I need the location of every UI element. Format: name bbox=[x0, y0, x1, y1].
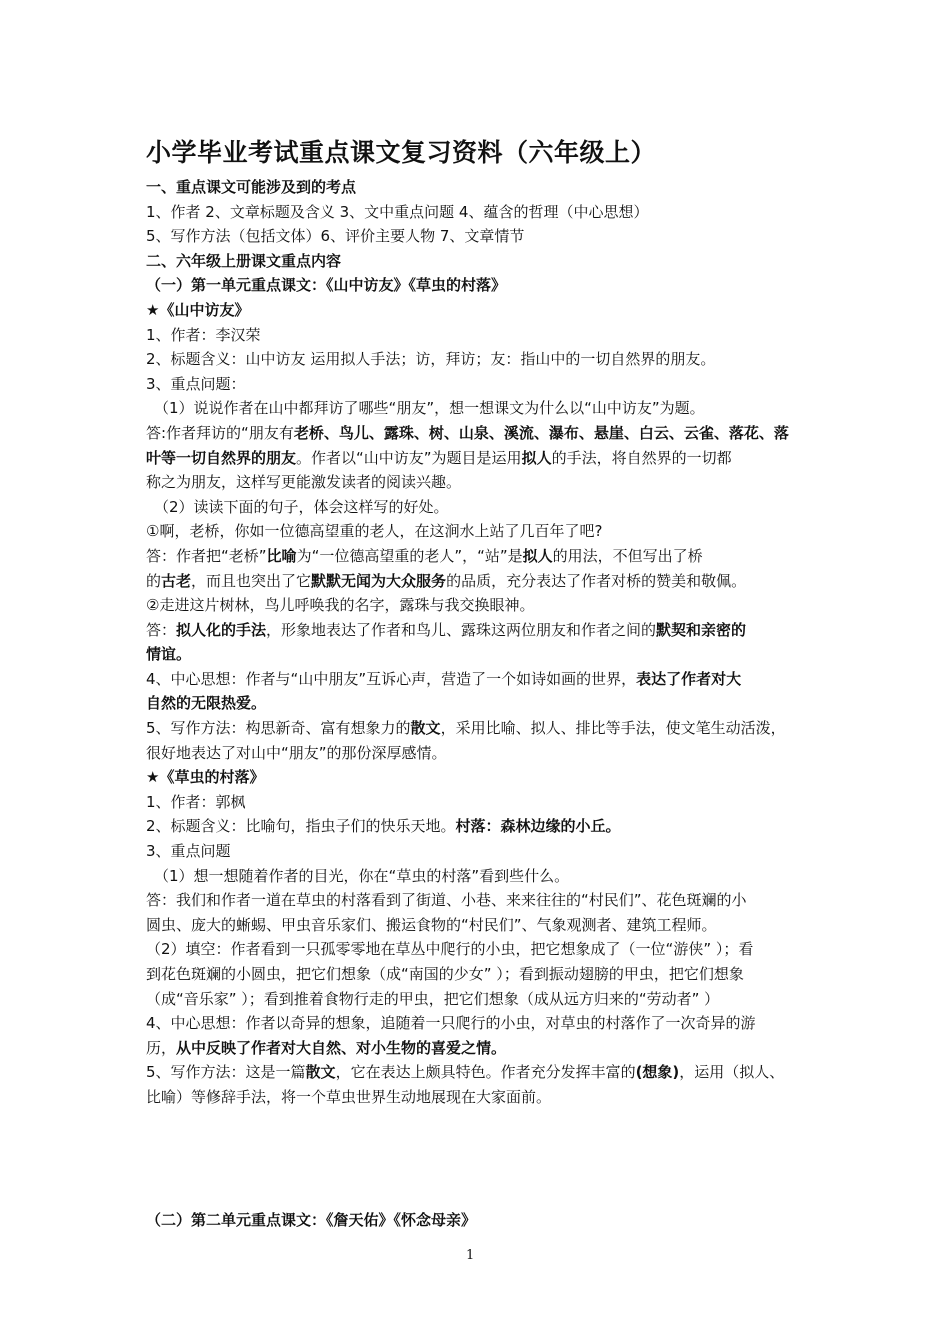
bold-text: 从中反映了作者对大自然、对小生物的喜爱之情。 bbox=[176, 1038, 507, 1057]
bold-text: (想象) bbox=[635, 1063, 680, 1082]
text-line: 4、中心思想：作者以奇异的想象，追随着一只爬行的小虫，对草虫的村落作了一次奇异的游 bbox=[146, 1014, 756, 1033]
text-segment: 2、标题含义：比喻句，指虫子们的快乐天地。 bbox=[146, 817, 456, 836]
blank-space bbox=[146, 1110, 814, 1208]
text-line: ①啊，老桥，你如一位德高望重的老人，在这涧水上站了几百年了吧? bbox=[146, 522, 603, 541]
bold-text: 表达了作者对大 bbox=[636, 669, 742, 688]
text-line: 到花色斑斓的小圆虫，把它们想象（成“南国的少女” ）；看到振动翅膀的甲虫，把它们想象 bbox=[146, 965, 744, 983]
text-segment: 历， bbox=[146, 1038, 177, 1057]
text-line: 称之为朋友，这样写更能激发读者的阅读兴趣。 bbox=[146, 473, 462, 492]
text-line: 3、重点问题 bbox=[146, 842, 231, 861]
text-segment: 的手法，将自然界的一切都 bbox=[551, 448, 732, 467]
text-segment: 为“一位德高望重的老人”，“站”是 bbox=[296, 546, 523, 565]
text-line: 答：我们和作者一道在草虫的村落看到了街道、小巷、来来往往的“村民们”、花色斑斓的小 bbox=[146, 891, 747, 910]
text-line: 2、标题含义：山中访友 运用拟人手法；访，拜访；友：指山中的一切自然界的朋友。 bbox=[146, 350, 716, 369]
document-title: 小学毕业考试重点课文复习资料（六年级上） bbox=[146, 138, 657, 167]
text-segment: ，形象地表达了作者和鸟儿、露珠这两位朋友和作者之间的 bbox=[266, 620, 657, 639]
text-segment: 答：作者把“老桥” bbox=[146, 546, 267, 565]
text-line bbox=[146, 814, 814, 839]
text-line: 情谊。 bbox=[146, 645, 192, 664]
text-line bbox=[146, 569, 814, 594]
text-line bbox=[146, 1036, 814, 1061]
text-line: ★《草虫的村落》 bbox=[146, 768, 265, 787]
text-line: 1、作者：郭枫 bbox=[146, 792, 246, 811]
text-line bbox=[146, 618, 814, 643]
bold-text: 拟人化的手法 bbox=[176, 620, 267, 639]
text-line: （2）读读下面的句子，体会这样写的好处。 bbox=[154, 497, 449, 516]
bold-text: 拟人 bbox=[522, 546, 553, 565]
text-line: （成“音乐家” ）；看到推着食物行走的甲虫，把它们想象（成从远方归来的“劳动者” ） bbox=[146, 989, 720, 1008]
bold-text: 老桥、鸟儿、露珠、树、山泉、溪流、瀑布、悬崖、白云、云雀、落花、落 bbox=[293, 423, 789, 442]
text-line bbox=[146, 667, 814, 692]
bold-text: 默契和亲密的 bbox=[656, 620, 747, 639]
text-segment: ，而且也突出了它 bbox=[191, 571, 312, 590]
text-segment: 的品质，充分表达了作者对桥的赞美和敬佩。 bbox=[446, 571, 747, 590]
text-segment: 5、写作方法：这是一篇 bbox=[146, 1063, 306, 1082]
text-line: 一、重点课文可能涉及到的考点 bbox=[146, 178, 357, 196]
text-line: （2）填空：作者看到一只孤零零地在草丛中爬行的小虫，把它想象成了（一位“游侠” ）；看 bbox=[146, 940, 754, 959]
text-line bbox=[146, 446, 814, 471]
bold-text: 默默无闻为大众服务 bbox=[311, 571, 447, 590]
text-line: 5、写作方法（包括文体）6、评价主要人物 7、文章情节 bbox=[146, 227, 525, 246]
text-line: （1）想一想随着作者的目光，你在“草虫的村落”看到些什么。 bbox=[154, 866, 570, 885]
bold-text: 古老 bbox=[161, 571, 192, 590]
text-line bbox=[146, 544, 814, 569]
text-line: ②走进这片树林，鸟儿呼唤我的名字，露珠与我交换眼神。 bbox=[146, 596, 535, 615]
text-line bbox=[146, 421, 814, 446]
text-line: （1）说说作者在山中都拜访了哪些“朋友”，想一想课文为什么以“山中访友”为题。 bbox=[154, 399, 705, 418]
text-line: 自然的无限热爱。 bbox=[146, 694, 267, 713]
text-segment: ，采用比喻、拟人、排比等手法，使文笔生动活泼， bbox=[440, 719, 786, 738]
text-segment: 。作者以“山中访友”为题目是运用 bbox=[296, 448, 522, 467]
text-line: ★《山中访友》 bbox=[146, 300, 250, 319]
text-segment: ，运用（拟人、 bbox=[679, 1063, 785, 1082]
text-segment: 5、写作方法：构思新奇、富有想象力的 bbox=[146, 719, 411, 738]
text-segment: 答： bbox=[146, 620, 177, 639]
text-line: 很好地表达了对山中“朋友”的那份深厚感情。 bbox=[146, 743, 447, 762]
text-segment: 答:作者拜访的“朋友有 bbox=[146, 423, 294, 442]
text-line: 3、重点问题： bbox=[146, 374, 246, 393]
bold-text: 拟人 bbox=[521, 448, 552, 467]
bold-text: 散文 bbox=[410, 719, 441, 738]
bold-text: 村落：森林边缘的小丘。 bbox=[455, 817, 621, 836]
text-line bbox=[146, 716, 814, 741]
text-line: 比喻）等修辞手法，将一个草虫世界生动地展现在大家面前。 bbox=[146, 1087, 552, 1106]
section-heading: （二）第二单元重点课文：《詹天佑》《怀念母亲》 bbox=[146, 1210, 477, 1229]
text-line: 1、作者：李汉荣 bbox=[146, 325, 261, 344]
text-line: 1、作者 2、文章标题及含义 3、文中重点问题 4、蕴含的哲理（中心思想） bbox=[146, 202, 649, 221]
text-segment: 4、中心思想：作者与“山中朋友”互诉心声，营造了一个如诗如画的世界， bbox=[146, 669, 637, 688]
text-segment: ，它在表达上颇具特色。作者充分发挥丰富的 bbox=[335, 1063, 636, 1082]
text-segment: 的用法，不但写出了桥 bbox=[552, 546, 703, 565]
document-body bbox=[146, 175, 814, 1232]
page-number: 1 bbox=[466, 1248, 475, 1263]
text-line: （一）第一单元重点课文：《山中访友》《草虫的村落》 bbox=[146, 276, 507, 295]
text-line: 二、六年级上册课文重点内容 bbox=[146, 251, 342, 270]
text-line bbox=[146, 1060, 814, 1085]
bold-text: 散文 bbox=[305, 1063, 336, 1082]
bold-text: 叶等一切自然界的朋友 bbox=[146, 448, 297, 467]
bold-text: 比喻 bbox=[266, 546, 297, 565]
text-line: 圆虫、庞大的蜥蜴、甲虫音乐家们、搬运食物的“村民们”、气象观测者、建筑工程师。 bbox=[146, 915, 717, 934]
text-segment: 的 bbox=[146, 571, 162, 590]
